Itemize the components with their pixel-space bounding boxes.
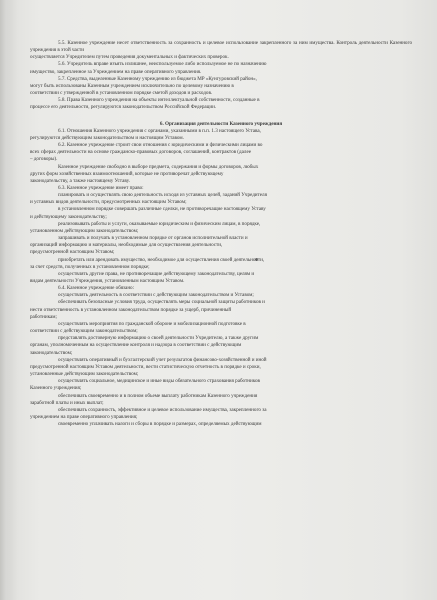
- duty-item-cont: нести ответственность в установленном законодательством порядке за ущерб, причиненный: [30, 306, 232, 313]
- paragraph-6-3: 6.3. Казенное учреждение имеет право:: [58, 184, 144, 191]
- right-item-cont: предусмотренной настоящим Уставом;: [30, 249, 115, 256]
- duty-item-cont: Казенного учреждения;: [30, 385, 82, 392]
- paragraph-5-6: 5.6. Учредитель вправе изъять излишнее, неиспользуемое либо используемое не по назначению: [58, 61, 267, 68]
- duty-item-cont: соответствии с действующим законодательством;: [30, 328, 138, 335]
- duty-item: обеспечивать безопасные условия труда, осуществлять меры социальной защиты работников и: [58, 299, 265, 306]
- paragraph-5-7-cont2: соответствии с утвержденной в установленном порядке сметой доходов и расходов.: [30, 90, 213, 97]
- duty-item-cont: органам, уполномоченным на осуществление контроля и надзора в соответствии с действующим: [30, 342, 242, 349]
- duty-item: представлять достоверную информацию о своей деятельности Учредителю, а также другим: [58, 335, 259, 342]
- duty-item: своевременно уплачивать налоги и сборы в порядке и размерах, определяемых действующим: [58, 421, 262, 428]
- right-item: запрашивать и получать в установленном порядке от органов исполнительной власти и: [58, 235, 248, 242]
- duty-item: обеспечивать своевременно и в полном объеме выплату работникам Казенного учреждения: [58, 392, 258, 399]
- right-item-cont: за счет средств, полученных в установленном порядке;: [30, 263, 150, 270]
- paragraph-5-7: 5.7. Средства, выделенные Казенному учреждению из бюджета МР «Кунгуровский район»,: [58, 75, 257, 82]
- duty-item-cont: законодательством;: [30, 349, 73, 356]
- section-heading: 6. Организация деятельности Казенного учреждения: [159, 120, 283, 127]
- duty-item-cont: работникам;: [30, 313, 57, 320]
- right-item-cont: и действующему законодательству;: [30, 213, 107, 220]
- right-item: планировать и осуществлять свою деятельность исходя из уставных целей, заданий Учредителя: [58, 192, 267, 199]
- right-item: приобретать или арендовать имущество, необходимое для осуществления своей деятельности,: [58, 256, 265, 263]
- right-item: осуществлять другие права, не противоречащие действующему законодательству, целям и: [58, 270, 255, 277]
- right-item-cont: и уставных видов деятельности, предусмотренных настоящим Уставом;: [30, 199, 187, 206]
- paragraph-freedom: Казенное учреждение свободно в выборе предмета, содержания и формы договоров, любых: [58, 163, 259, 170]
- right-item-cont: установленном действующим законодательством;: [30, 227, 139, 234]
- right-item-cont: видам деятельности Учреждения, установленным настоящим Уставом.: [30, 278, 185, 284]
- duty-item: осуществлять мероприятия по гражданской обороне и мобилизационной подготовке в: [58, 320, 246, 327]
- duty-item: обеспечивать сохранность, эффективное и целевое использование имущества, закрепленного за: [58, 406, 267, 413]
- duty-item: осуществлять оперативный и бухгалтерский учет результатов финансово-хозяйственной и иной: [58, 356, 267, 363]
- paragraph-5-5-cont: осуществляется Учредителем путем проведения документальных и фактических проверок.: [30, 54, 229, 61]
- duty-item-cont: заработной платы и иных выплат;: [30, 399, 104, 406]
- paragraph-6-2-cont: всех сферах деятельности на основе гражданско-правовых договоров, соглашений, контрактов (далее: [30, 149, 251, 156]
- duty-item: осуществлять социальное, медицинское и иные виды обязательного страхования работников: [58, 378, 260, 385]
- right-item: в установленном порядке совершать различные сделки, не противоречащие настоящему Уставу: [58, 206, 266, 213]
- paragraph-6-2: 6.2. Казенное учреждение строит свои отношения с юридическими и физическими лицами во: [58, 142, 263, 149]
- duty-item-cont: предусмотренной настоящим Уставом деятельности, вести статистическую отчетность в порядке и сроки,: [30, 363, 261, 370]
- paragraph-6-1-cont: регулируются действующим законодательством и настоящим Уставом.: [30, 134, 184, 141]
- paragraph-5-7-cont: могут быть использованы Казенным учреждением исключительно по целевому назначению в: [30, 82, 234, 89]
- paragraph-5-6-cont: имущество, закрепленное за Учреждением на праве оперативного управления.: [30, 68, 202, 75]
- paragraph-6-4: 6.4. Казенное учреждение обязано:: [58, 285, 135, 292]
- page-fold-shadow: [0, 0, 18, 600]
- paragraph-6-2-cont2: – договоры).: [30, 156, 58, 163]
- charter-text: [30, 40, 412, 428]
- paragraph-5-8: 5.8. Права Казенного учреждения на объекты интеллектуальной собственности, созданные в: [58, 97, 260, 104]
- right-item: реализовывать работы и услуги, оказываемые юридическим и физическим лицам, в порядке,: [58, 220, 261, 227]
- paragraph-6-1: 6.1. Отношения Казенного учреждения с органами, указанными в п.п. 1.3 настоящего Устава,: [58, 127, 261, 134]
- paragraph-5-5: 5.5. Казенное учреждение несет ответственность за сохранность и целевое использование закрепленного за ним имущества. Контроль деятельности Казенного учреждения в этой части: [30, 40, 412, 54]
- paragraph-freedom-cont2: законодательству, а также настоящему Уставу.: [30, 177, 130, 184]
- duty-item: осуществлять деятельность в соответствии с действующим законодательством и Уставом;: [58, 292, 254, 299]
- duty-item-cont: установленные действующим законодательством;: [30, 371, 139, 378]
- right-item-cont: организаций информацию и материалы, необходимые для осуществления деятельности,: [30, 242, 223, 249]
- paragraph-freedom-cont: других форм хозяйственных взаимоотношений, которые не противоречат действующему: [30, 170, 224, 177]
- duty-item-cont: учреждением на праве оперативного управления;: [30, 413, 138, 420]
- paragraph-5-8-cont: процессе его деятельности, регулируются законодательством Российской Федерации.: [30, 104, 217, 111]
